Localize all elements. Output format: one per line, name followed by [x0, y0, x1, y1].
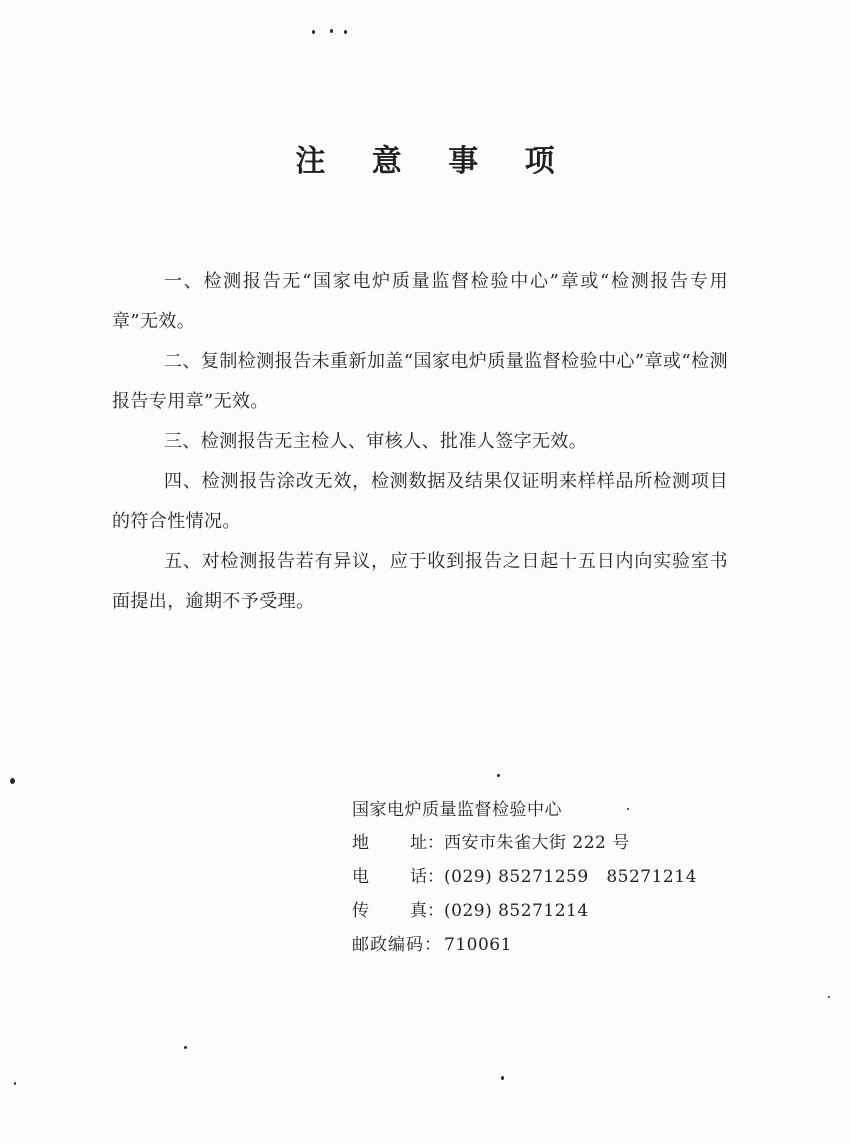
- note-item-2: 二、复制检测报告未重新加盖“国家电炉质量监督检验中心”章或“检测报告专用章”无效。: [112, 351, 728, 412]
- scan-speck: [184, 1046, 187, 1049]
- postcode-value: 710061: [444, 935, 512, 955]
- scan-speck: [828, 996, 830, 998]
- org-name: 国家电炉质量监督检验中心: [352, 800, 562, 820]
- notes-list: [112, 262, 728, 622]
- note-item-3: 三、检测报告无主检人、审核人、批准人签字无效。: [164, 431, 588, 452]
- fax-label: [352, 894, 444, 928]
- address-value: 西安市朱雀大街 222 号: [444, 833, 630, 853]
- address-label-a: 地: [352, 833, 369, 853]
- scan-speck: [312, 30, 315, 34]
- address-label: [352, 826, 444, 860]
- address-row: [352, 826, 732, 860]
- phone-value: (029) 85271259 85271214: [444, 867, 697, 887]
- scan-speck: [330, 29, 333, 33]
- scan-speck: [10, 778, 15, 784]
- phone-label-b: 话：: [410, 867, 444, 887]
- phone-row: [352, 860, 732, 894]
- fax-label-b: 真：: [410, 901, 444, 921]
- note-item-5: 五、对检测报告若有异议，应于收到报告之日起十五日内向实验室书面提出，逾期不予受理。: [112, 551, 728, 612]
- postcode-label: 邮政编码：: [352, 935, 442, 955]
- note-item-1: 一、检测报告无“国家电炉质量监督检验中心”章或“检测报告专用章”无效。: [112, 271, 728, 332]
- fax-label-a: 传: [352, 901, 369, 921]
- scan-speck: [14, 1082, 16, 1085]
- fax-row: [352, 894, 732, 928]
- contact-block: [352, 794, 732, 962]
- address-label-b: 址：: [410, 833, 444, 853]
- scan-speck: [501, 1076, 504, 1080]
- fax-value: (029) 85271214: [444, 901, 589, 921]
- note-item-4: 四、检测报告涂改无效，检测数据及结果仅证明来样样品所检测项目的符合性情况。: [112, 471, 728, 532]
- phone-label-a: 电: [352, 867, 369, 887]
- scan-speck: [497, 774, 500, 777]
- postcode-row: [352, 928, 732, 962]
- scan-speck: [344, 30, 347, 34]
- phone-label: [352, 860, 444, 894]
- page-title: 注 意 事 项: [295, 144, 573, 179]
- scan-speck: [627, 808, 629, 810]
